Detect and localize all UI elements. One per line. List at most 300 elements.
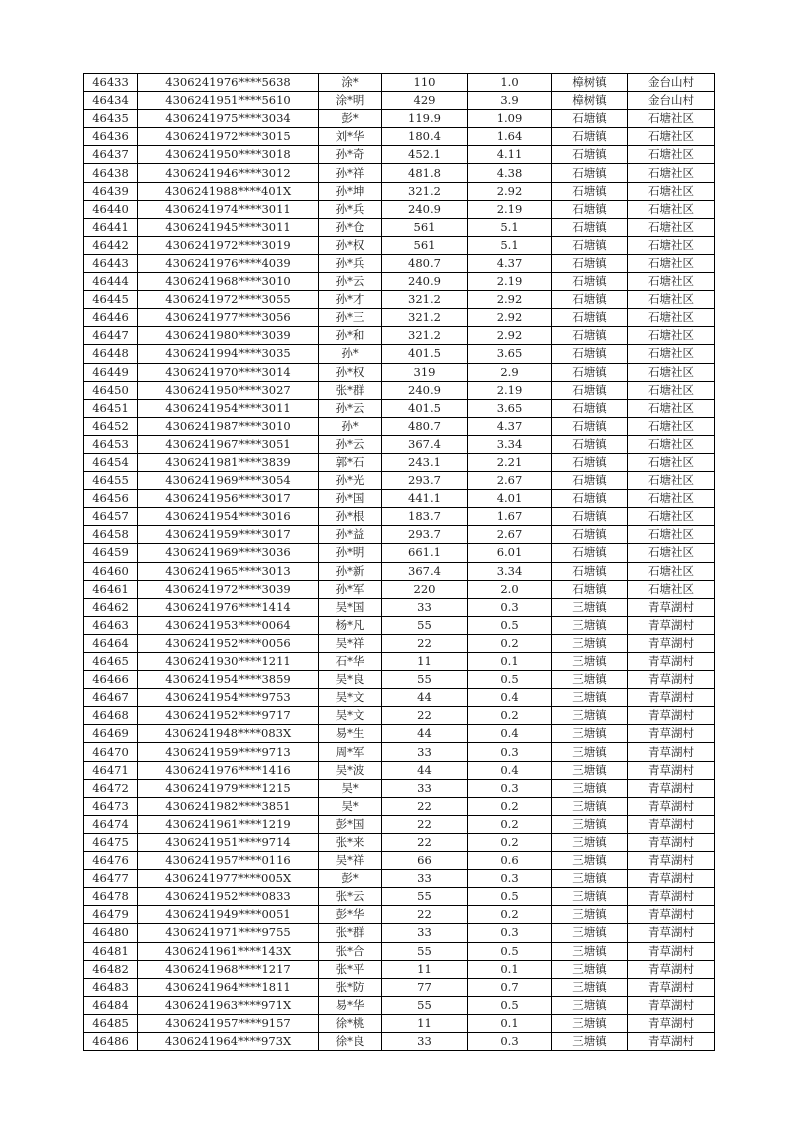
town-cell: 石塘镇 (552, 381, 628, 399)
table-row (84, 725, 715, 743)
serial-cell: 46460 (84, 562, 138, 580)
id-number-cell: 4306241952****0833 (138, 888, 319, 906)
town-cell: 石塘镇 (552, 164, 628, 182)
table-row (84, 1032, 715, 1050)
amount-cell: 77 (382, 978, 468, 996)
table-row (84, 743, 715, 761)
serial-cell: 46434 (84, 92, 138, 110)
town-cell: 三塘镇 (552, 616, 628, 634)
village-cell: 石塘社区 (628, 164, 715, 182)
area-cell: 0.2 (468, 833, 552, 851)
area-cell: 0.2 (468, 797, 552, 815)
table-row (84, 906, 715, 924)
records-table-body (84, 74, 715, 1051)
name-cell: 张*平 (319, 960, 382, 978)
town-cell: 三塘镇 (552, 689, 628, 707)
serial-cell: 46465 (84, 653, 138, 671)
amount-cell: 480.7 (382, 254, 468, 272)
area-cell: 0.3 (468, 1032, 552, 1050)
table-row (84, 598, 715, 616)
table-row (84, 128, 715, 146)
town-cell: 石塘镇 (552, 182, 628, 200)
town-cell: 三塘镇 (552, 852, 628, 870)
name-cell: 石*华 (319, 653, 382, 671)
name-cell: 张*防 (319, 978, 382, 996)
id-number-cell: 4306241957****9157 (138, 1014, 319, 1032)
name-cell: 孙* (319, 417, 382, 435)
name-cell: 孙*云 (319, 399, 382, 417)
amount-cell: 321.2 (382, 327, 468, 345)
serial-cell: 46436 (84, 128, 138, 146)
town-cell: 三塘镇 (552, 761, 628, 779)
village-cell: 青草湖村 (628, 833, 715, 851)
town-cell: 石塘镇 (552, 508, 628, 526)
serial-cell: 46479 (84, 906, 138, 924)
table-row (84, 924, 715, 942)
name-cell: 彭*华 (319, 906, 382, 924)
area-cell: 0.5 (468, 888, 552, 906)
area-cell: 5.1 (468, 236, 552, 254)
amount-cell: 240.9 (382, 200, 468, 218)
area-cell: 3.9 (468, 92, 552, 110)
amount-cell: 33 (382, 779, 468, 797)
amount-cell: 180.4 (382, 128, 468, 146)
name-cell: 易*生 (319, 725, 382, 743)
town-cell: 三塘镇 (552, 653, 628, 671)
serial-cell: 46470 (84, 743, 138, 761)
table-row (84, 942, 715, 960)
table-row (84, 815, 715, 833)
amount-cell: 22 (382, 815, 468, 833)
serial-cell: 46485 (84, 1014, 138, 1032)
amount-cell: 367.4 (382, 562, 468, 580)
table-row (84, 254, 715, 272)
serial-cell: 46464 (84, 634, 138, 652)
id-number-cell: 4306241982****3851 (138, 797, 319, 815)
town-cell: 三塘镇 (552, 996, 628, 1014)
amount-cell: 240.9 (382, 273, 468, 291)
town-cell: 三塘镇 (552, 833, 628, 851)
area-cell: 2.67 (468, 526, 552, 544)
table-row (84, 472, 715, 490)
amount-cell: 481.8 (382, 164, 468, 182)
name-cell: 徐*桃 (319, 1014, 382, 1032)
id-number-cell: 4306241930****1211 (138, 653, 319, 671)
id-number-cell: 4306241976****5638 (138, 74, 319, 92)
village-cell: 石塘社区 (628, 345, 715, 363)
name-cell: 吴*波 (319, 761, 382, 779)
area-cell: 4.37 (468, 254, 552, 272)
area-cell: 2.21 (468, 453, 552, 471)
town-cell: 石塘镇 (552, 580, 628, 598)
area-cell: 0.4 (468, 761, 552, 779)
serial-cell: 46459 (84, 544, 138, 562)
id-number-cell: 4306241979****1215 (138, 779, 319, 797)
village-cell: 石塘社区 (628, 182, 715, 200)
town-cell: 三塘镇 (552, 797, 628, 815)
village-cell: 青草湖村 (628, 996, 715, 1014)
id-number-cell: 4306241974****3011 (138, 200, 319, 218)
name-cell: 彭* (319, 110, 382, 128)
area-cell: 1.67 (468, 508, 552, 526)
serial-cell: 46483 (84, 978, 138, 996)
table-row (84, 616, 715, 634)
serial-cell: 46467 (84, 689, 138, 707)
table-row (84, 671, 715, 689)
serial-cell: 46444 (84, 273, 138, 291)
id-number-cell: 4306241975****3034 (138, 110, 319, 128)
name-cell: 孙*军 (319, 580, 382, 598)
village-cell: 石塘社区 (628, 399, 715, 417)
table-row (84, 797, 715, 815)
village-cell: 石塘社区 (628, 273, 715, 291)
area-cell: 3.34 (468, 435, 552, 453)
id-number-cell: 4306241951****9714 (138, 833, 319, 851)
area-cell: 2.19 (468, 273, 552, 291)
name-cell: 吴*祥 (319, 634, 382, 652)
id-number-cell: 4306241981****3839 (138, 453, 319, 471)
serial-cell: 46480 (84, 924, 138, 942)
town-cell: 樟树镇 (552, 74, 628, 92)
area-cell: 3.65 (468, 399, 552, 417)
name-cell: 孙*根 (319, 508, 382, 526)
town-cell: 石塘镇 (552, 435, 628, 453)
area-cell: 0.2 (468, 815, 552, 833)
name-cell: 孙*明 (319, 544, 382, 562)
area-cell: 2.92 (468, 291, 552, 309)
id-number-cell: 4306241950****3027 (138, 381, 319, 399)
table-row (84, 309, 715, 327)
village-cell: 石塘社区 (628, 110, 715, 128)
village-cell: 石塘社区 (628, 417, 715, 435)
village-cell: 青草湖村 (628, 978, 715, 996)
area-cell: 1.0 (468, 74, 552, 92)
id-number-cell: 4306241959****9713 (138, 743, 319, 761)
area-cell: 0.1 (468, 960, 552, 978)
amount-cell: 441.1 (382, 490, 468, 508)
village-cell: 石塘社区 (628, 508, 715, 526)
serial-cell: 46482 (84, 960, 138, 978)
town-cell: 三塘镇 (552, 978, 628, 996)
table-row (84, 653, 715, 671)
serial-cell: 46443 (84, 254, 138, 272)
town-cell: 石塘镇 (552, 399, 628, 417)
village-cell: 青草湖村 (628, 815, 715, 833)
serial-cell: 46471 (84, 761, 138, 779)
name-cell: 孙*坤 (319, 182, 382, 200)
id-number-cell: 4306241967****3051 (138, 435, 319, 453)
table-row (84, 236, 715, 254)
village-cell: 石塘社区 (628, 526, 715, 544)
name-cell: 孙*云 (319, 273, 382, 291)
amount-cell: 452.1 (382, 146, 468, 164)
serial-cell: 46461 (84, 580, 138, 598)
table-row (84, 453, 715, 471)
name-cell: 张*云 (319, 888, 382, 906)
area-cell: 0.3 (468, 870, 552, 888)
amount-cell: 44 (382, 689, 468, 707)
village-cell: 青草湖村 (628, 1032, 715, 1050)
table-row (84, 345, 715, 363)
amount-cell: 321.2 (382, 182, 468, 200)
town-cell: 三塘镇 (552, 779, 628, 797)
id-number-cell: 4306241976****4039 (138, 254, 319, 272)
serial-cell: 46463 (84, 616, 138, 634)
amount-cell: 22 (382, 797, 468, 815)
village-cell: 青草湖村 (628, 906, 715, 924)
table-row (84, 960, 715, 978)
amount-cell: 33 (382, 598, 468, 616)
town-cell: 三塘镇 (552, 598, 628, 616)
serial-cell: 46473 (84, 797, 138, 815)
id-number-cell: 4306241980****3039 (138, 327, 319, 345)
village-cell: 青草湖村 (628, 779, 715, 797)
table-row (84, 110, 715, 128)
id-number-cell: 4306241963****971X (138, 996, 319, 1014)
area-cell: 4.01 (468, 490, 552, 508)
town-cell: 石塘镇 (552, 218, 628, 236)
area-cell: 2.19 (468, 200, 552, 218)
id-number-cell: 4306241972****3019 (138, 236, 319, 254)
amount-cell: 480.7 (382, 417, 468, 435)
table-row (84, 291, 715, 309)
amount-cell: 321.2 (382, 309, 468, 327)
town-cell: 石塘镇 (552, 363, 628, 381)
serial-cell: 46477 (84, 870, 138, 888)
amount-cell: 55 (382, 671, 468, 689)
area-cell: 0.5 (468, 671, 552, 689)
serial-cell: 46475 (84, 833, 138, 851)
id-number-cell: 4306241952****0056 (138, 634, 319, 652)
name-cell: 张*来 (319, 833, 382, 851)
town-cell: 石塘镇 (552, 291, 628, 309)
village-cell: 石塘社区 (628, 490, 715, 508)
village-cell: 石塘社区 (628, 291, 715, 309)
table-row (84, 92, 715, 110)
name-cell: 彭* (319, 870, 382, 888)
village-cell: 青草湖村 (628, 743, 715, 761)
name-cell: 杨*凡 (319, 616, 382, 634)
village-cell: 青草湖村 (628, 761, 715, 779)
amount-cell: 429 (382, 92, 468, 110)
amount-cell: 22 (382, 707, 468, 725)
town-cell: 石塘镇 (552, 472, 628, 490)
area-cell: 0.5 (468, 942, 552, 960)
amount-cell: 55 (382, 942, 468, 960)
serial-cell: 46466 (84, 671, 138, 689)
village-cell: 石塘社区 (628, 200, 715, 218)
area-cell: 2.92 (468, 182, 552, 200)
id-number-cell: 4306241976****1414 (138, 598, 319, 616)
name-cell: 涂* (319, 74, 382, 92)
area-cell: 0.1 (468, 653, 552, 671)
name-cell: 孙* (319, 345, 382, 363)
serial-cell: 46438 (84, 164, 138, 182)
village-cell: 石塘社区 (628, 146, 715, 164)
name-cell: 孙*益 (319, 526, 382, 544)
amount-cell: 110 (382, 74, 468, 92)
id-number-cell: 4306241954****3016 (138, 508, 319, 526)
village-cell: 青草湖村 (628, 689, 715, 707)
id-number-cell: 4306241945****3011 (138, 218, 319, 236)
town-cell: 石塘镇 (552, 526, 628, 544)
town-cell: 石塘镇 (552, 453, 628, 471)
serial-cell: 46445 (84, 291, 138, 309)
town-cell: 石塘镇 (552, 417, 628, 435)
serial-cell: 46446 (84, 309, 138, 327)
area-cell: 0.1 (468, 1014, 552, 1032)
amount-cell: 293.7 (382, 472, 468, 490)
id-number-cell: 4306241977****3056 (138, 309, 319, 327)
serial-cell: 46476 (84, 852, 138, 870)
town-cell: 三塘镇 (552, 1014, 628, 1032)
amount-cell: 240.9 (382, 381, 468, 399)
name-cell: 孙*云 (319, 435, 382, 453)
area-cell: 2.92 (468, 327, 552, 345)
id-number-cell: 4306241977****005X (138, 870, 319, 888)
table-row (84, 562, 715, 580)
amount-cell: 183.7 (382, 508, 468, 526)
village-cell: 金台山村 (628, 92, 715, 110)
name-cell: 孙*兵 (319, 254, 382, 272)
area-cell: 0.2 (468, 634, 552, 652)
serial-cell: 46478 (84, 888, 138, 906)
id-number-cell: 4306241961****143X (138, 942, 319, 960)
amount-cell: 220 (382, 580, 468, 598)
area-cell: 6.01 (468, 544, 552, 562)
area-cell: 1.64 (468, 128, 552, 146)
table-row (84, 417, 715, 435)
village-cell: 石塘社区 (628, 236, 715, 254)
area-cell: 0.2 (468, 906, 552, 924)
town-cell: 石塘镇 (552, 254, 628, 272)
id-number-cell: 4306241969****3054 (138, 472, 319, 490)
village-cell: 青草湖村 (628, 888, 715, 906)
id-number-cell: 4306241969****3036 (138, 544, 319, 562)
name-cell: 孙*光 (319, 472, 382, 490)
village-cell: 青草湖村 (628, 1014, 715, 1032)
serial-cell: 46453 (84, 435, 138, 453)
id-number-cell: 4306241951****5610 (138, 92, 319, 110)
amount-cell: 293.7 (382, 526, 468, 544)
id-number-cell: 4306241964****973X (138, 1032, 319, 1050)
name-cell: 周*军 (319, 743, 382, 761)
id-number-cell: 4306241968****1217 (138, 960, 319, 978)
village-cell: 石塘社区 (628, 254, 715, 272)
name-cell: 吴*文 (319, 689, 382, 707)
village-cell: 青草湖村 (628, 707, 715, 725)
area-cell: 0.6 (468, 852, 552, 870)
table-row (84, 273, 715, 291)
amount-cell: 243.1 (382, 453, 468, 471)
amount-cell: 55 (382, 888, 468, 906)
amount-cell: 561 (382, 236, 468, 254)
serial-cell: 46455 (84, 472, 138, 490)
table-row (84, 508, 715, 526)
id-number-cell: 4306241954****3859 (138, 671, 319, 689)
table-row (84, 74, 715, 92)
serial-cell: 46486 (84, 1032, 138, 1050)
town-cell: 三塘镇 (552, 888, 628, 906)
table-row (84, 327, 715, 345)
amount-cell: 11 (382, 1014, 468, 1032)
area-cell: 2.92 (468, 309, 552, 327)
serial-cell: 46442 (84, 236, 138, 254)
village-cell: 石塘社区 (628, 381, 715, 399)
id-number-cell: 4306241948****083X (138, 725, 319, 743)
name-cell: 吴*国 (319, 598, 382, 616)
village-cell: 石塘社区 (628, 544, 715, 562)
table-row (84, 490, 715, 508)
serial-cell: 46441 (84, 218, 138, 236)
village-cell: 青草湖村 (628, 797, 715, 815)
id-number-cell: 4306241950****3018 (138, 146, 319, 164)
serial-cell: 46449 (84, 363, 138, 381)
town-cell: 石塘镇 (552, 236, 628, 254)
table-row (84, 707, 715, 725)
serial-cell: 46462 (84, 598, 138, 616)
village-cell: 石塘社区 (628, 309, 715, 327)
area-cell: 4.38 (468, 164, 552, 182)
name-cell: 吴*文 (319, 707, 382, 725)
village-cell: 青草湖村 (628, 634, 715, 652)
serial-cell: 46448 (84, 345, 138, 363)
id-number-cell: 4306241968****3010 (138, 273, 319, 291)
area-cell: 2.9 (468, 363, 552, 381)
id-number-cell: 4306241952****9717 (138, 707, 319, 725)
town-cell: 三塘镇 (552, 924, 628, 942)
id-number-cell: 4306241964****1811 (138, 978, 319, 996)
name-cell: 孙*仓 (319, 218, 382, 236)
table-row (84, 363, 715, 381)
id-number-cell: 4306241959****3017 (138, 526, 319, 544)
name-cell: 孙*奇 (319, 146, 382, 164)
town-cell: 樟树镇 (552, 92, 628, 110)
id-number-cell: 4306241957****0116 (138, 852, 319, 870)
village-cell: 石塘社区 (628, 128, 715, 146)
name-cell: 吴*良 (319, 671, 382, 689)
amount-cell: 44 (382, 761, 468, 779)
village-cell: 青草湖村 (628, 924, 715, 942)
table-row (84, 870, 715, 888)
town-cell: 石塘镇 (552, 544, 628, 562)
name-cell: 孙*祥 (319, 164, 382, 182)
name-cell: 徐*良 (319, 1032, 382, 1050)
town-cell: 三塘镇 (552, 960, 628, 978)
amount-cell: 119.9 (382, 110, 468, 128)
village-cell: 青草湖村 (628, 852, 715, 870)
village-cell: 青草湖村 (628, 725, 715, 743)
town-cell: 石塘镇 (552, 128, 628, 146)
amount-cell: 55 (382, 616, 468, 634)
id-number-cell: 4306241972****3039 (138, 580, 319, 598)
name-cell: 孙*新 (319, 562, 382, 580)
amount-cell: 11 (382, 960, 468, 978)
amount-cell: 401.5 (382, 399, 468, 417)
area-cell: 2.0 (468, 580, 552, 598)
town-cell: 石塘镇 (552, 345, 628, 363)
town-cell: 石塘镇 (552, 562, 628, 580)
amount-cell: 33 (382, 743, 468, 761)
town-cell: 三塘镇 (552, 671, 628, 689)
table-row (84, 852, 715, 870)
amount-cell: 33 (382, 1032, 468, 1050)
id-number-cell: 4306241976****1416 (138, 761, 319, 779)
name-cell: 吴*祥 (319, 852, 382, 870)
amount-cell: 44 (382, 725, 468, 743)
table-row (84, 544, 715, 562)
village-cell: 青草湖村 (628, 653, 715, 671)
